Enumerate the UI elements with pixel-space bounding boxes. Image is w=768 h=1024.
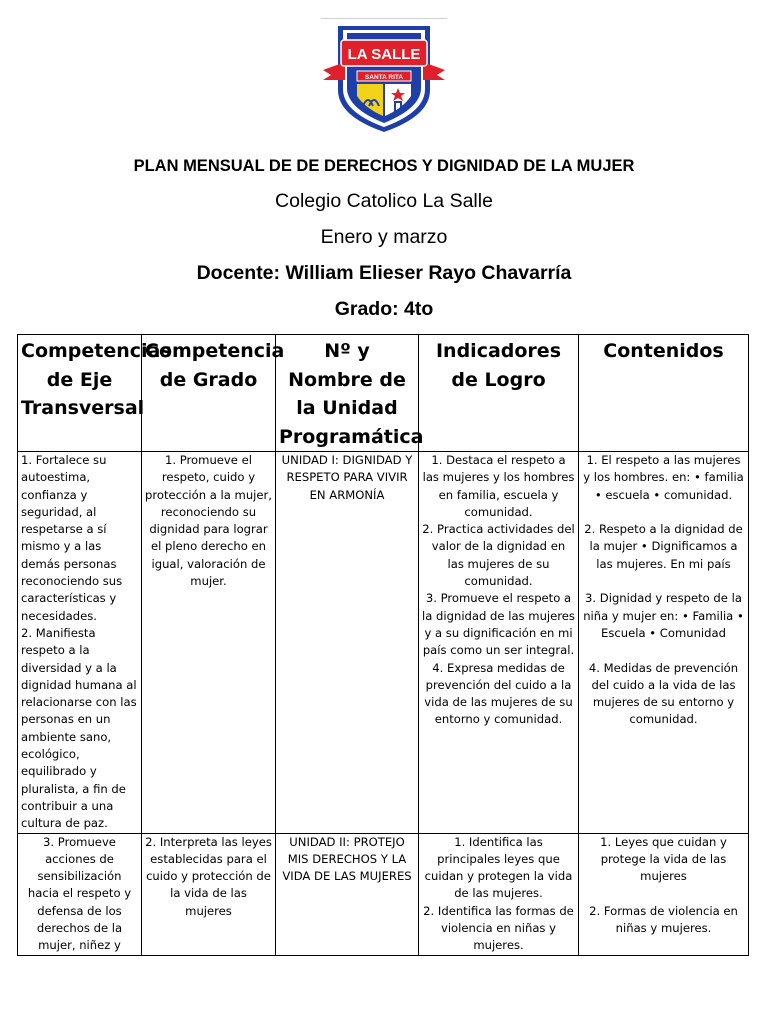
plan-title: PLAN MENSUAL DE DE DERECHOS Y DIGNIDAD DE LA MUJER (133, 157, 635, 175)
la-salle-crest-logo (321, 18, 447, 134)
header-competencias-eje: Competencias de Eje Transversal (18, 335, 142, 452)
logo-subtitle-text: SANTA RITA (364, 74, 404, 81)
table-cell: 1. Promueve el respeto, cuido y protección a la mujer, reconociendo su dignidad para lograr el pleno derecho en igual, valoración de mujer. (142, 452, 276, 834)
period-text: Enero y marzo (320, 226, 448, 248)
header-indicadores-logro: Indicadores de Logro (419, 335, 579, 452)
table-cell: 1. Fortalece su autoestima, confianza y seguridad, al respetarse a sí mismo y a las demás personas reconociendo sus características y necesidades. 2. Manifiesta respeto a la diversidad y a la dignidad humana al relacionarse con las personas en un ambiente sano, ecológico, equilibrado y pluralista, a fin de contribuir a una cultura de paz. (18, 452, 142, 834)
school-name: Colegio Catolico La Salle (275, 190, 493, 212)
teacher-name: Docente: William Elieser Rayo Chavarría (196, 262, 572, 284)
table-cell: UNIDAD I: DIGNIDAD Y RESPETO PARA VIVIR EN ARMONÍA (276, 452, 419, 834)
header-competencia-grado: Competencia de Grado (142, 335, 276, 452)
table-cell: 3. Promueve acciones de sensibilización hacia el respeto y defensa de los derechos de la mujer, niñez y (18, 833, 142, 955)
header-contenidos: Contenidos (579, 335, 749, 452)
plan-table (17, 334, 749, 956)
table-cell: 1. Leyes que cuidan y protege la vida de las mujeres 2. Formas de violencia en niñas y mujeres. (579, 833, 749, 955)
table-cell: 1. Identifica las principales leyes que cuidan y protegen la vida de las mujeres. 2. Identifica las formas de violencia en niñas y mujeres. (419, 833, 579, 955)
table-cell: 2. Interpreta las leyes establecidas para el cuido y protección de la vida de las mujeres (142, 833, 276, 955)
table-row (18, 833, 749, 955)
table-cell: 1. El respeto a las mujeres y los hombres. en: • familia • escuela • comunidad. 2. Respeto a la dignidad de la mujer • Dignificamos a las mujeres. En mi país 3. Dignidad y respeto de la niña y mujer en: • Familia • Escuela • Comunidad 4. Medidas de prevención del cuido a la vida de las mujeres de su entorno y comunidad. (579, 452, 749, 834)
table-header-row (18, 335, 749, 452)
logo-brand-text: LA SALLE (347, 46, 421, 63)
grade-text: Grado: 4to (334, 298, 434, 320)
table-cell: 1. Destaca el respeto a las mujeres y los hombres en familia, escuela y comunidad. 2. Practica actividades del valor de la dignidad en las mujeres de su comunidad. 3. Promueve el respeto a la dignidad de las mujeres y a su dignificación en mi país como un ser integral. 4. Expresa medidas de prevención del cuido a la vida de las mujeres de su entorno y comunidad. (419, 452, 579, 834)
table-row (18, 452, 749, 834)
table-cell: UNIDAD II: PROTEJO MIS DERECHOS Y LA VIDA DE LAS MUJERES (276, 833, 419, 955)
header-unidad-programatica: Nº y Nombre de la Unidad Programática (276, 335, 419, 452)
